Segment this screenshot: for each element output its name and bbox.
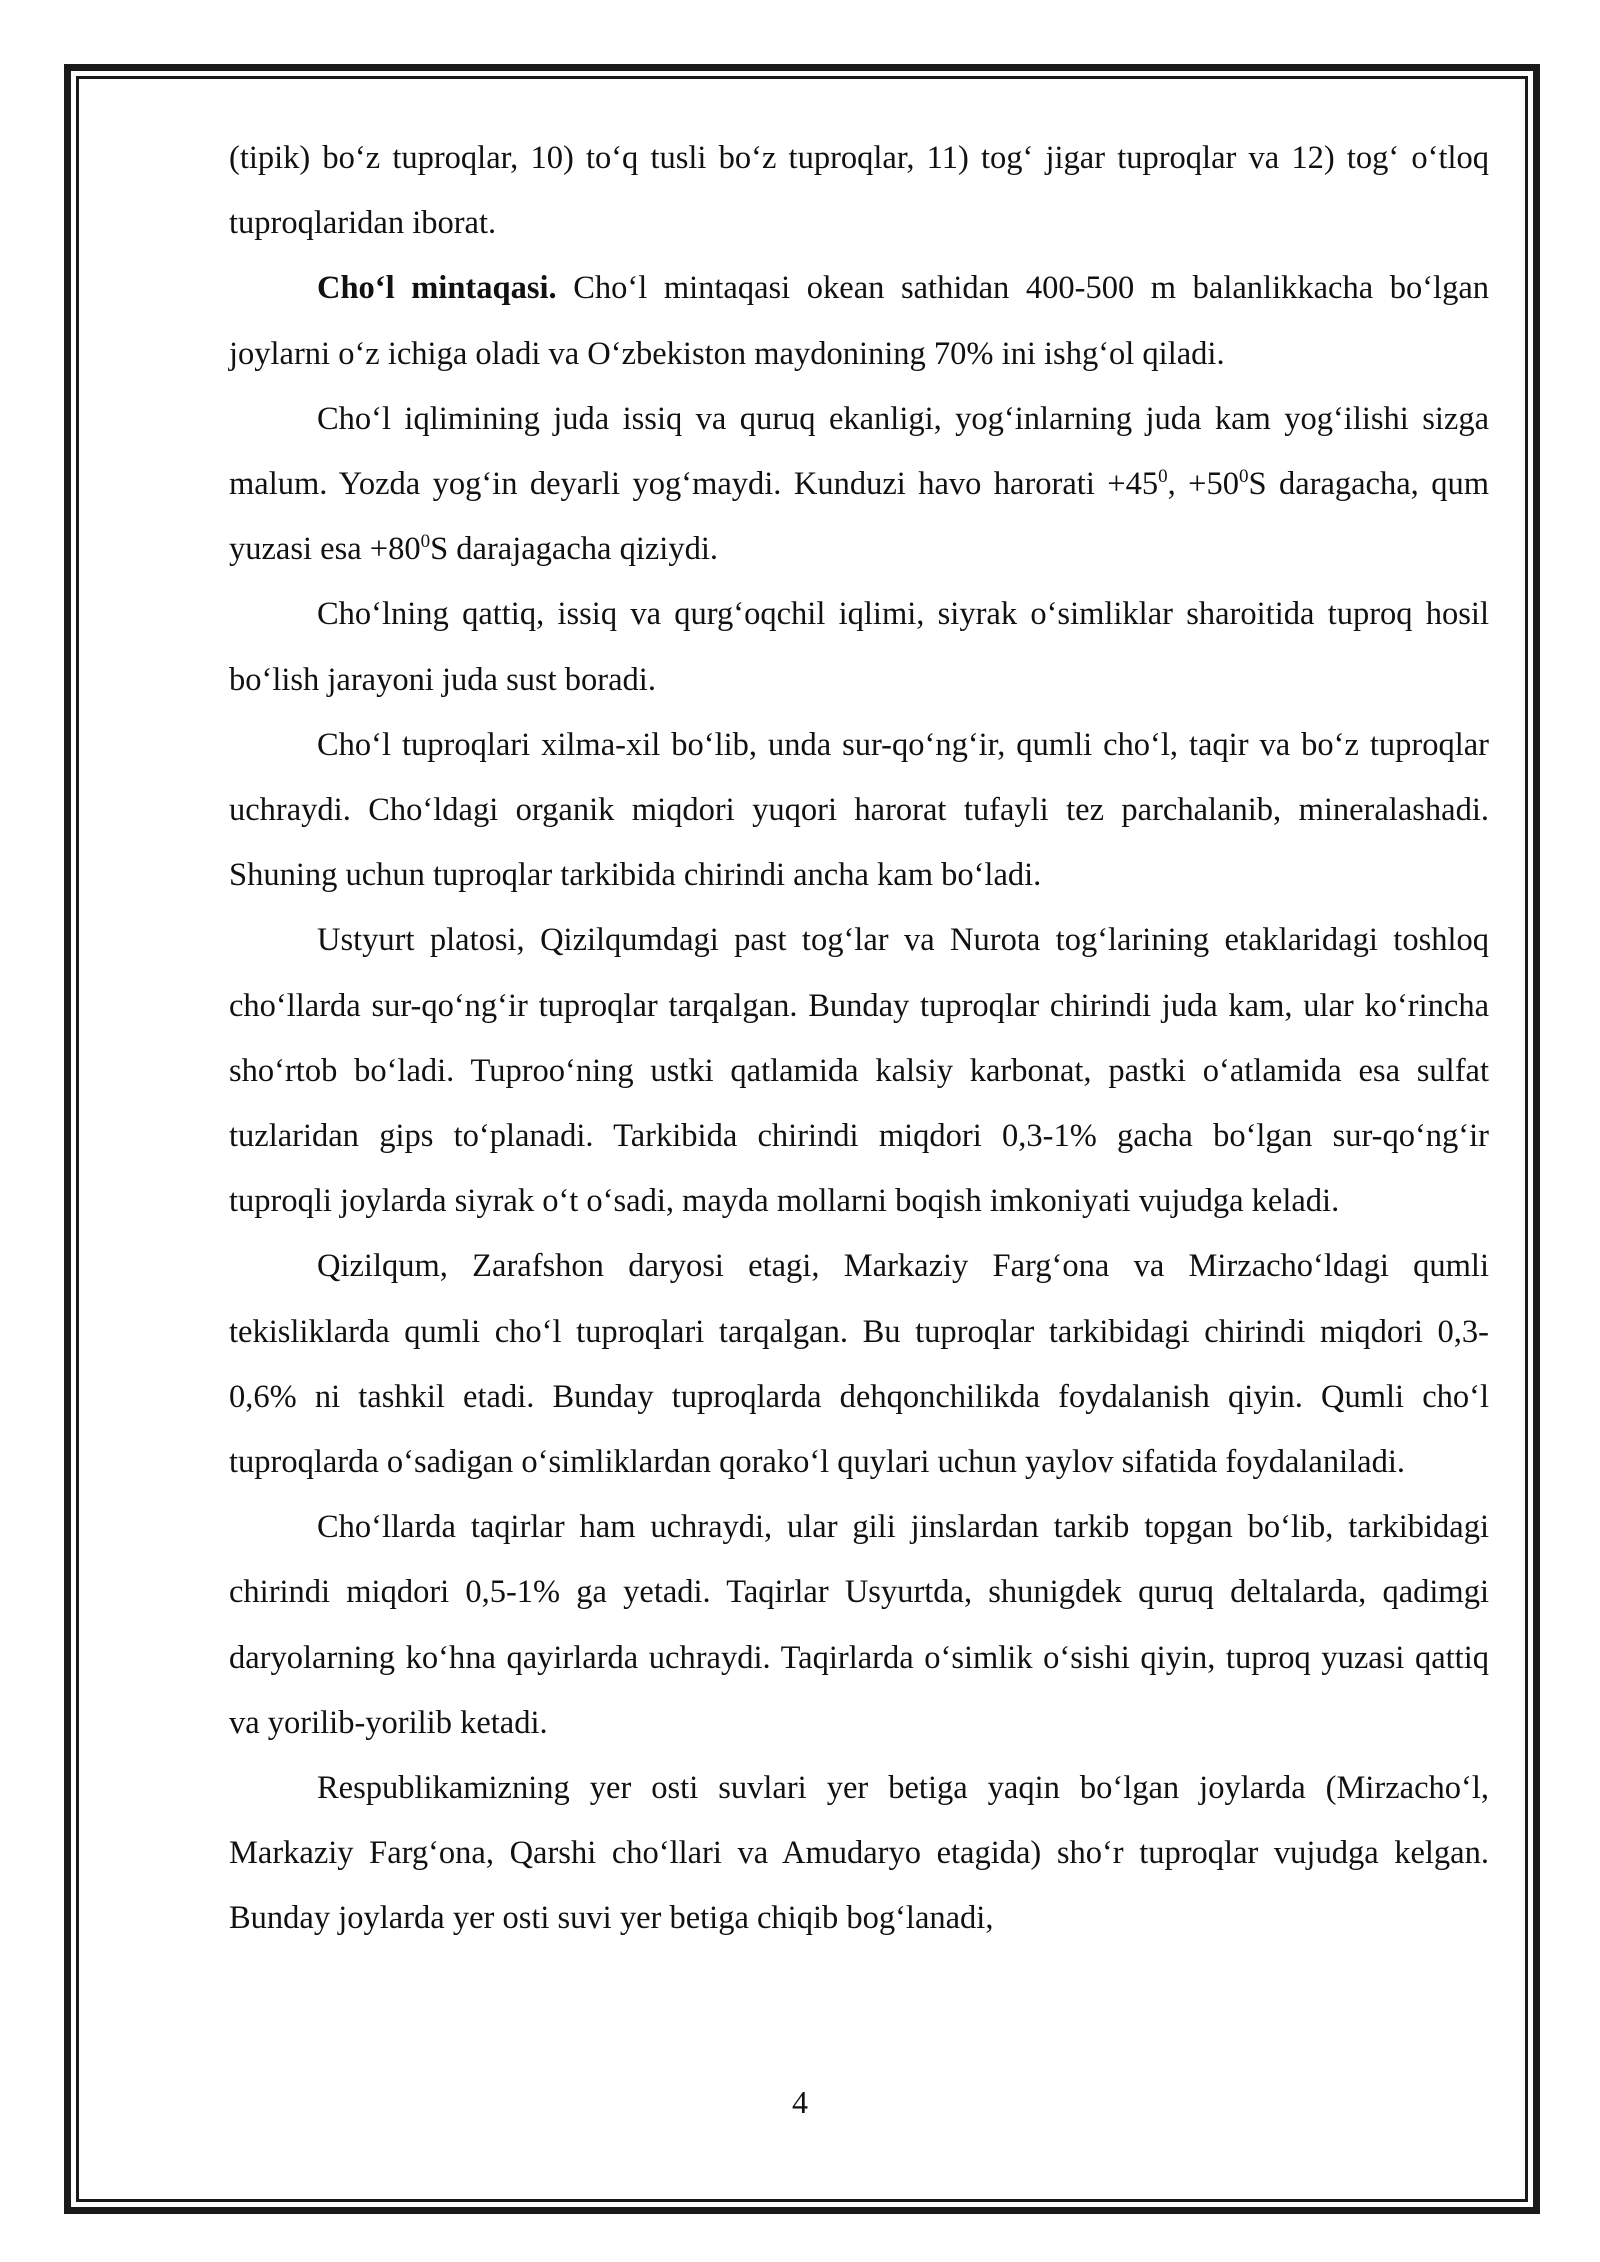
- paragraph-2: [229, 256, 1489, 386]
- paragraph-2-text: Cho‘l mintaqasi okean sathidan 400-500 m balanlikkacha bo‘lgan joylarni o‘z ichiga oladi va O‘zbekiston maydonining 70% ini ishg‘ol qiladi.: [229, 270, 1489, 372]
- paragraph-9-text: Respublikamizning yer osti suvlari yer betiga yaqin bo‘lgan joylarda (Mirzacho‘l, Markaziy Farg‘ona, Qarshi cho‘llari va Amudaryo etagida) sho‘r tuproqlar vujudga kelgan. Bunday joylarda yer osti suvi yer betiga chiqib bog‘lanadi,: [229, 1770, 1489, 1937]
- degree-superscript: 0: [1238, 466, 1249, 488]
- paragraph-3-text-b: , +50: [1167, 466, 1239, 503]
- paragraph-5: [229, 713, 1489, 909]
- page-body: [229, 126, 1489, 1952]
- paragraph-4: [229, 582, 1489, 712]
- paragraph-8-text: Cho‘llarda taqirlar ham uchraydi, ular gili jinslardan tarkib topgan bo‘lib, tarkibidagi chirindi miqdori 0,5-1% ga yetadi. Taqirlar Usyurtda, shunigdek quruq deltalarda, qadimgi daryolarning ko‘hna qayirlarda uchraydi. Taqirlarda o‘simlik o‘sishi qiyin, tuproq yuzasi qattiq va yorilib-yorilib ketadi.: [229, 1509, 1489, 1741]
- paragraph-1: [229, 126, 1489, 256]
- paragraph-6-text: Ustyurt platosi, Qizilqumdagi past tog‘lar va Nurota tog‘larining etaklaridagi toshloq cho‘llarda sur-qo‘ng‘ir tuproqlar tarqalgan. Bunday tuproqlar chirindi juda kam, ular ko‘rincha sho‘rtob bo‘ladi. Tuproo‘ning ustki qatlamida kalsiy karbonat, pastki o‘atlamida esa sulfat tuzlaridan gips to‘planadi. Tarkibida chirindi miqdori 0,3-1% gacha bo‘lgan sur-qo‘ng‘ir tuproqli joylarda siyrak o‘t o‘sadi, mayda mollarni boqish imkoniyati vujudga keladi.: [229, 922, 1489, 1220]
- degree-superscript: 0: [1158, 466, 1168, 488]
- page-number: 4: [792, 2084, 808, 2120]
- paragraph-6: [229, 908, 1489, 1234]
- paragraph-3-text-c: S daragacha, qum yuzasi esa +80: [229, 466, 1489, 568]
- degree-superscript: 0: [420, 531, 431, 553]
- section-heading-chol-mintaqasi: Cho‘l mintaqasi.: [317, 270, 557, 307]
- paragraph-3: [229, 387, 1489, 583]
- paragraph-5-text: Cho‘l tuproqlari xilma-xil bo‘lib, unda sur-qo‘ng‘ir, qumli cho‘l, taqir va bo‘z tuproqlar uchraydi. Cho‘ldagi organik miqdori yuqori harorat tufayli tez parchalanib, mineralashadi. Shuning uchun tuproqlar tarkibida chirindi ancha kam bo‘ladi.: [229, 726, 1489, 894]
- paragraph-3-text-a: Cho‘l iqlimining juda issiq va quruq ekanligi, yog‘inlarning juda kam yog‘ilishi sizga malum. Yozda yog‘in deyarli yog‘maydi. Kunduzi havo harorati +45: [229, 400, 1489, 503]
- paragraph-8: [229, 1495, 1489, 1756]
- paragraph-9: [229, 1756, 1489, 1952]
- paragraph-7-text: Qizilqum, Zarafshon daryosi etagi, Markaziy Farg‘ona va Mirzacho‘ldagi qumli tekisliklarda qumli cho‘l tuproqlari tarqalgan. Bu tuproqlar tarkibidagi chirindi miqdori 0,3-0,6% ni tashkil etadi. Bunday tuproqlarda dehqonchilikda foydalanish qiyin. Qumli cho‘l tuproqlarda o‘sadigan o‘simliklardan qorako‘l quylari uchun yaylov sifatida foydalaniladi.: [229, 1248, 1489, 1481]
- paragraph-4-text: Cho‘lning qattiq, issiq va qurg‘oqchil iqlimi, siyrak o‘simliklar sharoitida tuproq hosil bo‘lish jarayoni juda sust boradi.: [229, 596, 1489, 698]
- paragraph-7: [229, 1234, 1489, 1495]
- paragraph-3-text-d: S darajagacha qiziydi.: [430, 531, 718, 568]
- paragraph-1-text: (tipik) bo‘z tuproqlar, 10) to‘q tusli bo‘z tuproqlar, 11) tog‘ jigar tuproqlar va 12) tog‘ o‘tloq tuproqlaridan iborat.: [229, 140, 1489, 242]
